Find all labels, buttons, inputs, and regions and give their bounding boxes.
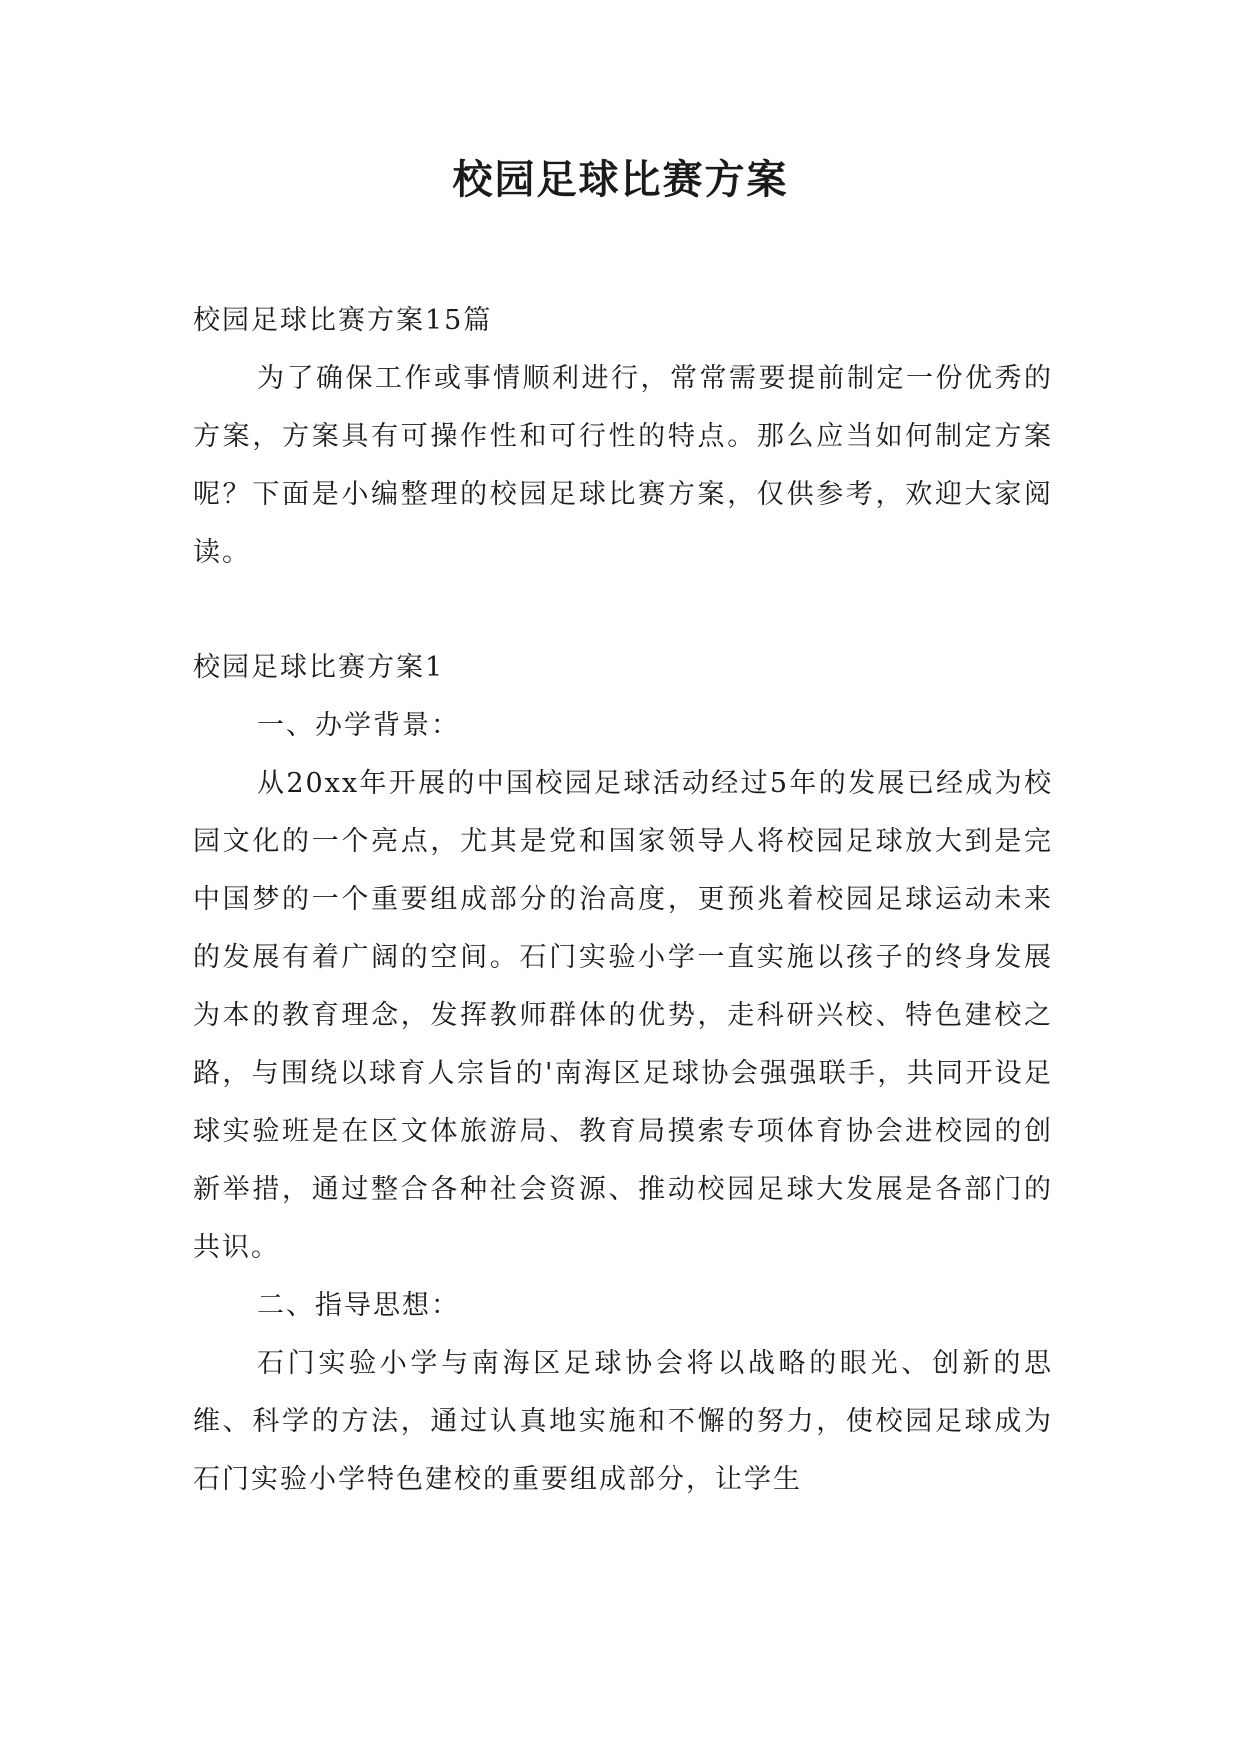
intro-paragraph: 为了确保工作或事情顺利进行，常常需要提前制定一份优秀的方案，方案具有可操作性和可行性的特点。那么应当如何制定方案呢？下面是小编整理的校园足球比赛方案，仅供参考，欢迎大家阅读。 xyxy=(193,363,1053,568)
document-title: 校园足球比赛方案 xyxy=(452,157,789,203)
document-subtitle: 校园足球比赛方案15篇 xyxy=(193,305,493,336)
part1-paragraph: 从20xx年开展的中国校园足球活动经过5年的发展已经成为校园文化的一个亮点，尤其是党和国家领导人将校园足球放大到是完中国梦的一个重要组成部分的治高度，更预兆着校园足球运动未来的发展有着广阔的空间。石门实验小学一直实施以孩子的终身发展为本的教育理念，发挥教师群体的优势，走科研兴校、特色建校之路，与围绕以球育人宗旨的'南海区足球协会强强联手，共同开设足球实验班是在区文体旅游局、教育局摸索专项体育协会进校园的创新举措，通过整合各种社会资源、推动校园足球大发展是各部门的共识。 xyxy=(193,768,1053,1263)
part2-heading: 二、指导思想： xyxy=(257,1290,460,1321)
document-body xyxy=(193,292,1053,1509)
part1-heading: 一、办学背景： xyxy=(257,710,460,741)
part2-paragraph: 石门实验小学与南海区足球协会将以战略的眼光、创新的思维、科学的方法，通过认真地实施和不懈的努力，使校园足球成为石门实验小学特色建校的重要组成部分，让学生 xyxy=(193,1348,1053,1495)
section-heading: 校园足球比赛方案1 xyxy=(193,652,445,683)
